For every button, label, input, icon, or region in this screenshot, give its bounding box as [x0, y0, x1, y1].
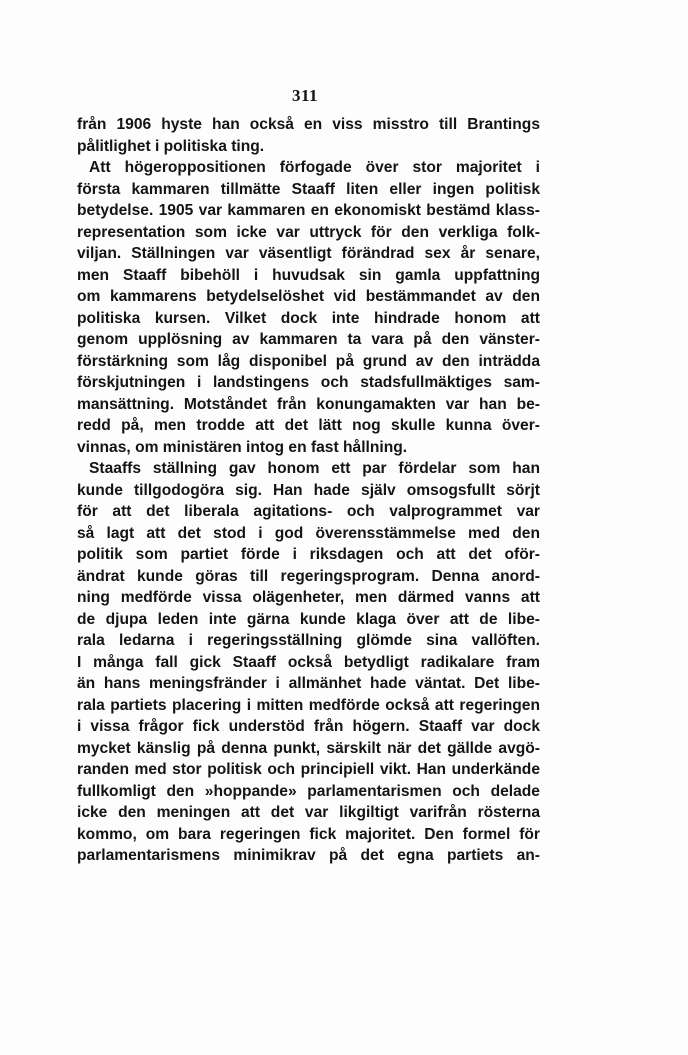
- text-line: rala ledarna i regeringsställning glömde sina vallöften.: [77, 632, 540, 649]
- text-line: betydelse. 1905 var kammaren en ekonomiskt bestämd klass-: [77, 202, 540, 219]
- text-line: kunde tillgodogöra sig. Han hade själv omsogsfullt sörjt: [77, 481, 540, 499]
- text-line: första kammaren tillmätte Staaff liten eller ingen politisk: [77, 180, 540, 198]
- text-line: förstärkning som låg disponibel på grund av den inträdda: [77, 352, 540, 370]
- text-line: för att det liberala agitations- och valprogrammet var: [77, 503, 540, 520]
- text-line: ning medförde vissa olägenheter, men därmed vanns att: [77, 589, 540, 606]
- text-line: ändrat kunde göras till regeringsprogram. Denna anord-: [77, 567, 540, 585]
- text-line: parlamentarismens minimikrav på det egna partiets an-: [77, 847, 540, 864]
- text-line: randen med stor politisk och principiell vikt. Han underkände: [77, 761, 540, 778]
- text-line: kommo, om bara regeringen fick majoritet. Den formel för: [77, 825, 540, 843]
- text-line: politiska kursen. Vilket dock inte hindrade honom att: [77, 309, 540, 327]
- text-line: från 1906 hyste han också en viss misstro till Brantings: [77, 116, 540, 133]
- text-line: viljan. Ställningen var väsentligt förändrad sex år senare,: [77, 245, 540, 262]
- text-line: rala partiets placering i mitten medförde också att regeringen: [77, 696, 540, 714]
- text-line: de djupa leden inte gärna kunde klaga över att de libe-: [77, 610, 540, 628]
- text-line: mansättning. Motståndet från konungamakten var han be-: [77, 395, 540, 413]
- text-line: genom upplösning av kammaren ta vara på den vänster-: [77, 331, 540, 348]
- text-line: om kammarens betydelselöshet vid bestämmandet av den: [77, 288, 540, 305]
- body-text: [77, 114, 540, 867]
- text-line: representation som icke var uttryck för den verkliga folk-: [77, 223, 540, 241]
- text-line: politik som partiet förde i riksdagen och att det oför-: [77, 546, 540, 563]
- text-line: så lagt att det stod i god överensstämmelse med den: [77, 524, 540, 542]
- text-line: Staaffs ställning gav honom ett par fördelar som han: [89, 460, 540, 477]
- text-line: mycket känslig på denna punkt, särskilt när det gällde avgö-: [77, 739, 540, 757]
- text-line: men Staaff bibehöll i huvudsak sin gamla uppfattning: [77, 266, 540, 284]
- text-line: redd på, men trodde att det lätt nog skulle kunna över-: [77, 417, 540, 434]
- text-line: fullkomligt den »hoppande» parlamentarismen och delade: [77, 782, 540, 800]
- text-line: förskjutningen i landstingens och stadsfullmäktiges sam-: [77, 374, 540, 391]
- text-line: vinnas, om ministären intog en fast hållning.: [77, 438, 408, 456]
- page-number: 311: [291, 86, 319, 105]
- text-line: icke den meningen att det var likgiltigt varifrån rösterna: [77, 804, 540, 821]
- text-line: pålitlighet i politiska ting.: [77, 137, 265, 155]
- text-line: Att högeroppositionen förfogade över stor majoritet i: [89, 159, 540, 176]
- text-line: i vissa frågor fick understöd från högern. Staaff var dock: [77, 718, 540, 735]
- text-line: I många fall gick Staaff också betydligt radikalare fram: [77, 653, 540, 671]
- text-line: än hans meningsfränder i allmänhet hade väntat. Det libe-: [77, 675, 540, 692]
